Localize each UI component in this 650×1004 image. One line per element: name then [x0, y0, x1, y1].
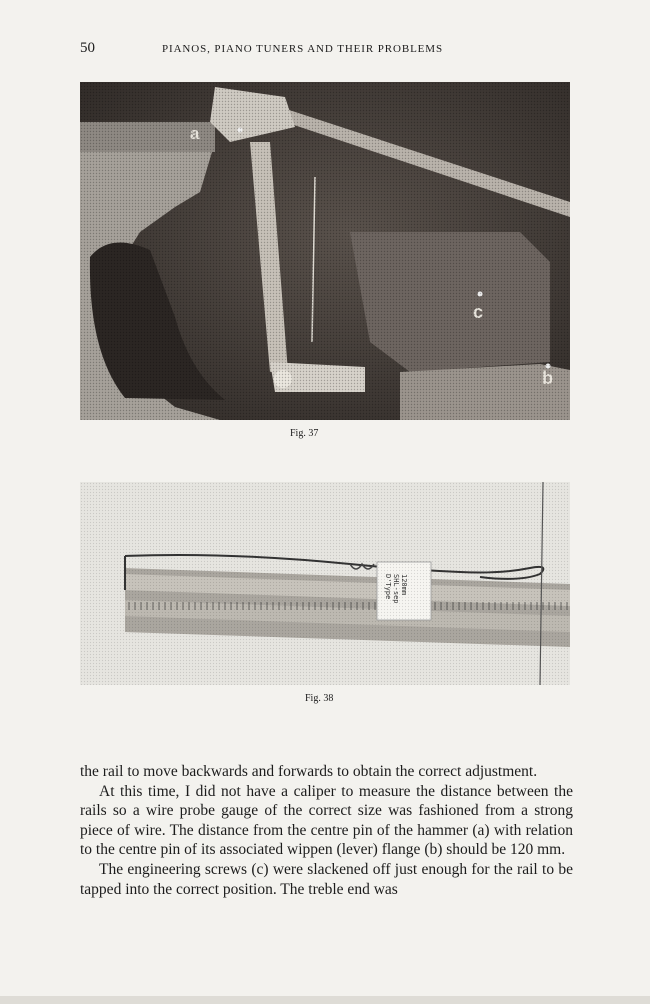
body-text — [80, 762, 573, 899]
paragraph-3: The engineering screws (c) were slackened off just enough for the rail to be tapped into the correct position. The treble end was — [80, 860, 573, 898]
paragraph-2: At this time, I did not have a caliper to measure the distance between the rails so a wire probe gauge of the correct size was fashioned from a strong piece of wire. The distance from the centre pin of the hammer (a) with relation to the centre pin of its associated wippen (lever) flange (b) should be 120 mm. — [80, 782, 573, 859]
piano-action-photo — [80, 82, 570, 420]
figure-38-caption: Fig. 38 — [305, 693, 334, 704]
figure-38-photo — [80, 482, 570, 685]
page-bottom-edge — [0, 996, 650, 1004]
running-head — [80, 40, 572, 60]
page-number: 50 — [80, 40, 95, 56]
running-header-title: PIANOS, PIANO TUNERS AND THEIR PROBLEMS — [162, 43, 444, 55]
ruler-gauge-photo — [80, 482, 570, 685]
paragraph-1: the rail to move backwards and forwards to obtain the correct adjustment. — [80, 763, 538, 780]
figure-37-caption: Fig. 37 — [290, 428, 319, 439]
figure-37-photo — [80, 82, 570, 420]
